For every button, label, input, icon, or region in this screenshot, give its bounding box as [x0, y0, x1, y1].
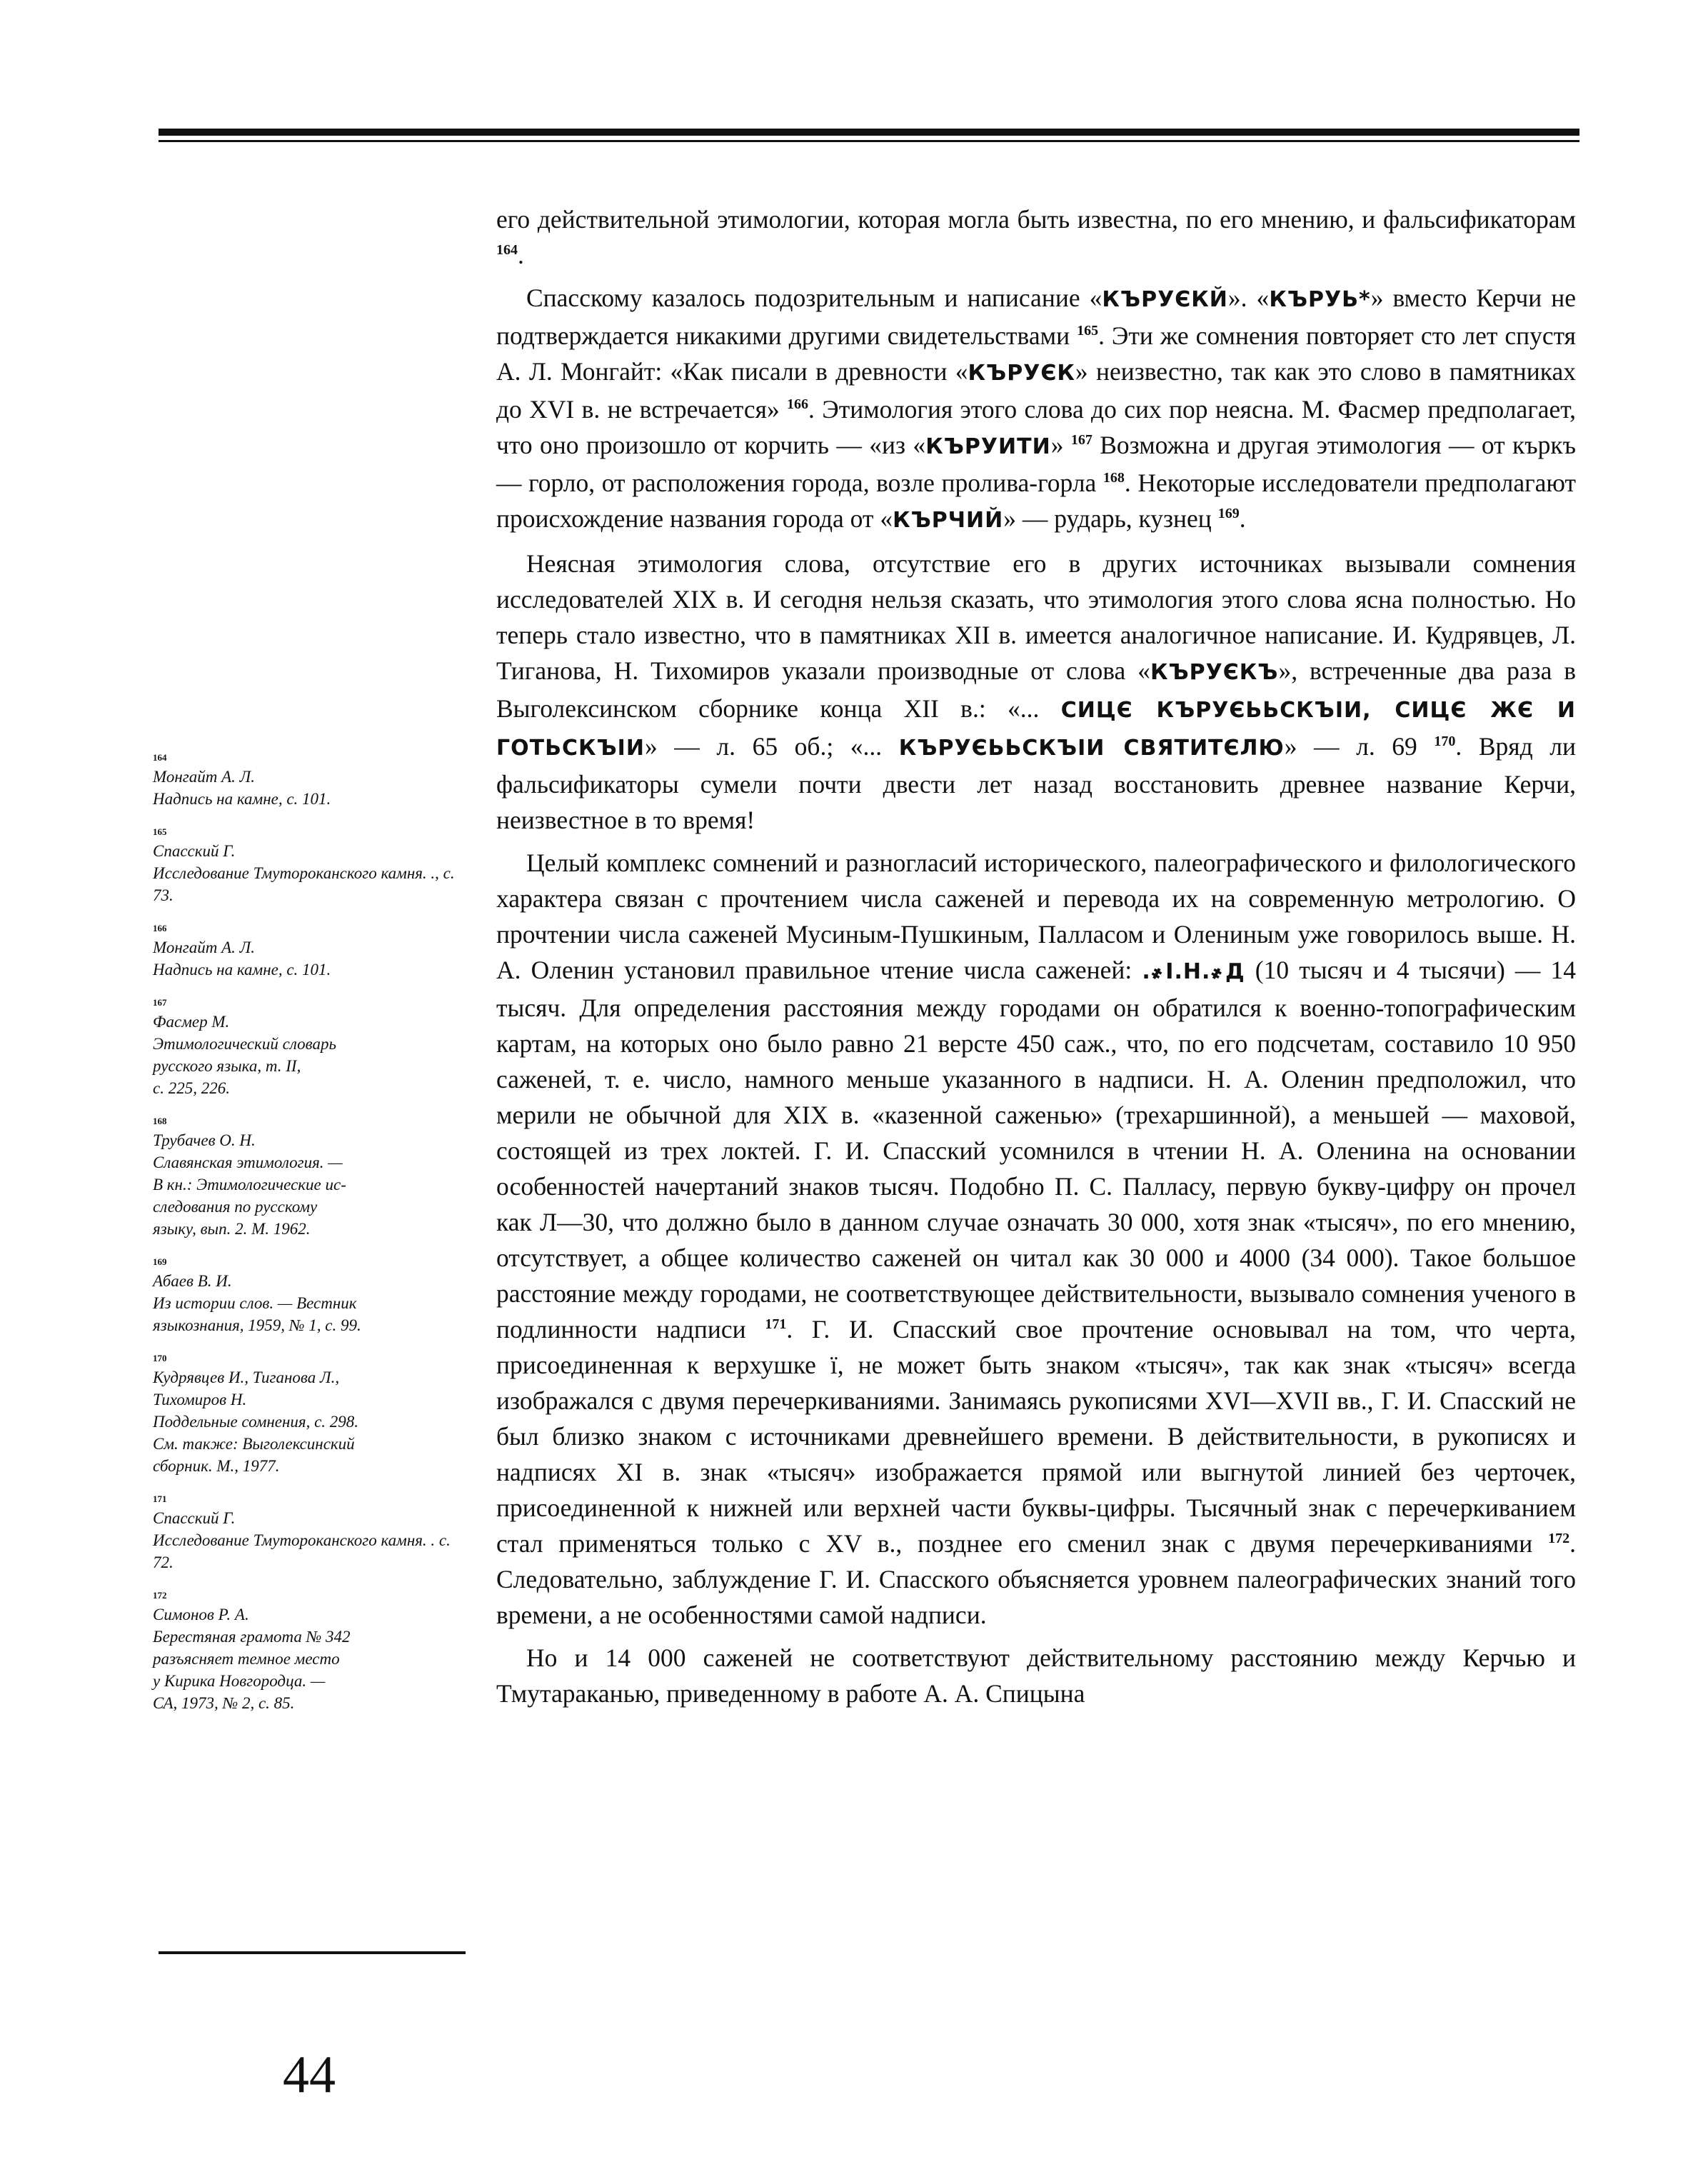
footnote-ref-169[interactable]: 169 [1217, 506, 1240, 522]
footnote-164: 164 Монгайт А. Л. Надпись на камне, с. 101. [153, 750, 474, 810]
footnote-ref-167[interactable]: 167 [1070, 432, 1092, 449]
footnote-166: 166 Монгайт А. Л. Надпись на камне, с. 101. [153, 921, 474, 981]
footnote-ref-166[interactable]: 166 [787, 396, 809, 413]
footnote-number: 172 [153, 1590, 167, 1601]
footnote-number: 168 [153, 1116, 167, 1126]
footnotes-end-rule [159, 1951, 466, 1954]
old-slavonic-word: КЪРУЄКЪ [1150, 660, 1279, 685]
footnotes-sidebar [153, 750, 474, 1728]
footnote-ref-164[interactable]: 164 [496, 242, 518, 259]
old-slavonic-quote: КЪРУЄЬЬСКЪІИ СВЯТИТЄЛЮ [898, 736, 1285, 761]
footnote-ref-165[interactable]: 165 [1077, 323, 1099, 339]
footnote-number: 171 [153, 1493, 167, 1504]
footnote-ref-170[interactable]: 170 [1434, 734, 1456, 750]
footnote-number: 166 [153, 923, 167, 934]
paragraph-1: его действительной этимологии, которая могла быть известна, по его мнению, и фальсификаторам $^{164}$. [496, 205, 1576, 269]
footnote-171: 171 Спасский Г. Исследование Тмутороканского камня. . с. 72. [153, 1491, 474, 1573]
old-slavonic-word: КЪРУЄК [968, 361, 1075, 386]
footnote-167: 167 Фасмер М. Этимологический словарь русского языка, т. II, с. 225, 226. [153, 995, 474, 1099]
footnote-172: 172 Симонов Р. А. Берестяная грамота № 342 разъясняет темное место у Кирика Новгородца. — СА, 1973, № 2, с. 85. [153, 1588, 474, 1714]
paragraph-2: Спасскому казалось подозрительным и написание «КЪРУЄКЙ». «КЪРУЬ*» вместо Керчи не подтверждается никакими другими свидетельствами $^{165}$. Эти же сомнения повторяет сто лет спустя А. Л. Монгайт: «Как писали в древности «КЪРУЄК» неизвестно, так как это слово в памятниках до XVI в. не встречается» $^{166}$. Этимология этого слова до сих пор неясна. М. Фасмер предполагает, что оно произошло от корчить — «из «КЪРУИТИ» $^{167}$ Возможна и другая этимология — от къркъ — горло, от расположения города, возле пролива-горла $^{168}$. Некоторые исследователи предполагают происхождение названия города от «КЪРЧИЙ» — рударь, кузнец $^{169}$. [496, 284, 1577, 533]
old-slavonic-word: КЪРЧИЙ [893, 508, 1004, 533]
footnote-ref-172[interactable]: 172 [1548, 1531, 1570, 1547]
old-slavonic-quote: СИЦЄ КЪРУЄЬЬСКЪІИ, СИЦЄ ЖЄ И ГОТЬСКЪІИ [496, 698, 1577, 761]
footnote-165: 165 Спасский Г. Исследование Тмутороканского камня. ., с. 73. [153, 824, 474, 906]
footnote-number: 169 [153, 1256, 167, 1267]
old-slavonic-word: КЪРУЄКЙ [1102, 287, 1228, 312]
footnote-170: 170 Кудрявцев И., Тиганова Л., Тихомиров Н. Поддельные сомнения, с. 298. См. также: Выголексинский сборник. М., 1977. [153, 1351, 474, 1477]
footnote-number: 165 [153, 826, 167, 837]
footnote-ref-171[interactable]: 171 [765, 1316, 787, 1333]
old-slavonic-word: КЪРУИТИ [925, 434, 1051, 459]
header-rule-thick [159, 129, 1579, 136]
footnote-number: 170 [153, 1353, 167, 1363]
old-slavonic-word: КЪРУЬ* [1269, 287, 1371, 312]
numeral-inscription: .҂І.Н.҂Д [1142, 959, 1245, 984]
paragraph-3: Неясная этимология слова, отсутствие его в других источниках вызывали сомнения исследователей XIX в. И сегодня нельзя сказать, что этимология этого слова ясна полностью. Но теперь стало известно, что в памятниках XII в. имеется аналогичное написание. И. Кудрявцев, Л. Тиганова, Н. Тихомиров указали производные от слова «КЪРУЄКЪ», встреченные два раза в Выголексинском сборнике конца XII в.: «... СИЦЄ КЪРУЄЬЬСКЪІИ, СИЦЄ ЖЄ И ГОТЬСКЪІИ» — л. 65 об.; «... КЪРУЄЬЬСКЪІИ СВЯТИТЄЛЮ» — л. 69 $^{170}$. Вряд ли фальсификаторы сумели почти двести лет назад восстановить древнее название Керчи, неизвестное в то время! [496, 549, 1577, 834]
footnote-number: 167 [153, 997, 167, 1008]
footnote-169: 169 Абаев В. И. Из истории слов. — Вестник языкознания, 1959, № 1, с. 99. [153, 1254, 474, 1336]
page-number: 44 [283, 2046, 336, 2104]
footnote-number: 164 [153, 752, 167, 763]
footnote-168: 168 Трубачев О. Н. Славянская этимология. — В кн.: Этимологические ис- следования по русскому языку, вып. 2. М. 1962. [153, 1113, 474, 1240]
main-text-column [496, 201, 1576, 1718]
paragraph-5: Но и 14 000 саженей не соответствуют действительному расстоянию между Керчью и Тмутараканью, приведенному в работе А. А. Спицына [496, 1643, 1576, 1708]
footnote-ref-168[interactable]: 168 [1102, 470, 1125, 486]
paragraph-4: Целый комплекс сомнений и разногласий исторического, палеографического и филологического характера связан с прочтением числа саженей и перевода их на современную метрологию. О прочтении числа саженей Мусиным-Пушкиным, Палласом и Олениным уже говорилось выше. Н. А. Оленин установил правильное чтение числа саженей: .҂І.Н.҂Д (10 тысяч и 4 тысячи) — 14 тысяч. Для определения расстояния между городами он обратился к военно-топографическим картам, на которых оно было равно 21 версте 450 саж., что, по его подсчетам, составило 10 950 саженей, т. е. число, намного меньше указанного в надписи. Н. А. Оленин предположил, что мерили не обычной для XIX в. «казенной саженью» (трехаршинной), а меньшей — маховой, состоящей из трех локтей. Г. И. Спасский усомнился в чтении Н. А. Оленина на основании особенностей начертаний знаков тысяч. Подобно П. С. Палласу, первую букву-цифру он прочел как Л—30, что должно было в данном случае означать 30 000, хотя знак «тысяч», по его мнению, отсутствует, а общее количество саженей он читал как 30 000 и 4000 (34 000). Такое большое расстояние между городами, не соответствующее действительности, вызывало сомнения ученого в подлинности надписи $^{171}$. Г. И. Спасский свое прочтение основывал на том, что черта, присоединенная к верхушке ї, не может быть знаком «тысяч», так как знак «тысяч» всегда изображался с двумя перечеркиваниями. Занимаясь рукописями XVI—XVII вв., Г. И. Спасский не был близко знаком с источниками древнейшего времени. В действительности, в рукописях и надписях XI в. знак «тысяч» изображается прямой или выгнутой линией без черточек, присоединенной к нижней или верхней части буквы-цифры. Тысячный знак с перечеркиванием стал применяться только с XV в., позднее его сменил знак с двумя перечеркиваниями $^{172}$. Следовательно, заблуждение Г. И. Спасского объясняется уровнем палеографических знаний того времени, а не особенностями самой надписи. [496, 849, 1577, 1629]
header-rule-thin [159, 140, 1579, 142]
